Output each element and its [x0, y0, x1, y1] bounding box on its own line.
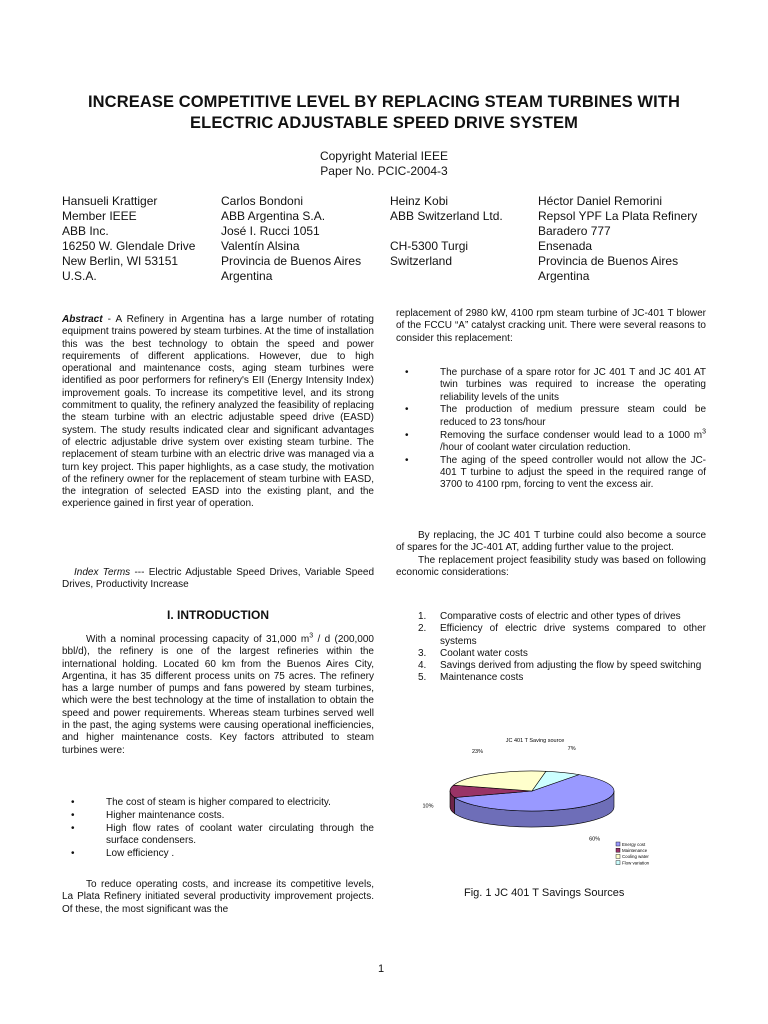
pie-value-label: 10%	[422, 803, 434, 810]
chart-title: JC 401 T Saving source	[505, 738, 565, 744]
author-line: Ensenada	[538, 239, 593, 253]
legend-swatch	[616, 854, 620, 858]
intro-paragraph-1	[62, 634, 374, 757]
body-text: By replacing, the JC 401 T turbine could also become a source of spares for the JC-401 AT, adding further value to the project.	[396, 530, 706, 554]
title-line-2: ELECTRIC ADJUSTABLE SPEED DRIVE SYSTEM	[190, 114, 578, 132]
list-item	[396, 611, 706, 623]
author-line: José I. Rucci 1051	[221, 224, 320, 238]
pie-value-label: 23%	[471, 749, 484, 756]
list-number: 4.	[418, 660, 427, 672]
list-item-text: High flow rates of coolant water circulating through the surface condensers.	[106, 822, 374, 847]
author-2	[221, 194, 361, 284]
list-item-text: Higher maintenance costs.	[106, 809, 225, 821]
body-text: replacement of 2980 kW, 4100 rpm steam turbine of JC-401 T blower of the FCCU “A” catalyst cracking unit. There were several reasons to consider this replacement:	[396, 308, 706, 344]
copyright-block	[234, 149, 534, 179]
intro-text: With a nominal processing capacity of 31,000 m	[86, 634, 310, 645]
list-item: • Removing the surface condenser would lead to a 1000 $m^3$ /hour of coolant water circulation reduction.	[405, 428, 706, 453]
author-line: Repsol YPF La Plata Refinery	[538, 209, 698, 223]
author-line: Baradero 777	[538, 224, 611, 238]
superscript: 3	[702, 428, 706, 436]
list-item	[396, 672, 706, 684]
index-terms-text: --- Electric Adjustable Speed Drives, Variable Speed Drives, Productivity Increase	[62, 567, 375, 591]
author-line: Member IEEE	[62, 209, 137, 223]
author-1	[62, 194, 195, 284]
author-line: ABB Argentina S.A.	[221, 209, 326, 223]
author-line: 16250 W. Glendale Drive	[62, 239, 196, 253]
abstract-text: - A Refinery in Argentina has a large number of rotating equipment trains powered by steam turbines. At the time of installation this was the best technology to obtain the speed and power requirements of different applications. However, due to high operational and maintenance costs, aging steam turbines were identified as poor performers for refinery's EII (Energy Intensity Index) improvement goals. To increase its competitive level, and its strong commitment to quality, the refinery analyzed the feasibility of replacing the steam turbine with an electric adjustable speed drive (EASD) system. The study results indicated clear and significant advantages of electric adjustable drive system over existing steam turbine. The replacement of steam turbine with an electric drive was managed via a turn key project. This paper highlights, as a case study, the motivation of the refinery owner for the replacement of steam turbine with EASD, the integration of selected EASD into the existing plant, and the experience gained in first year of operation.	[62, 314, 374, 510]
list-item: • The purchase of a spare rotor for JC 401 T and JC 401 AT twin turbines was required to increase the operating reliability levels of the units	[405, 367, 706, 403]
author-line: Argentina	[538, 269, 590, 283]
author-line: ABB Switzerland Ltd.	[390, 209, 503, 223]
author-line: Hansueli Krattiger	[62, 194, 158, 208]
list-item-text: Maintenance costs	[440, 672, 524, 684]
list-item: • The aging of the speed controller would not allow the JC-401 T turbine to adjust the speed in the required range of 3700 to 4100 rpm, forcing to vent the excess air.	[405, 454, 706, 491]
list-item: • Higher maintenance costs.	[71, 809, 225, 821]
list-number: 2.	[418, 623, 427, 635]
body-text: The replacement project feasibility study was based on following economic considerations:	[396, 554, 706, 578]
list-number: 3.	[418, 647, 427, 659]
copyright-line: Copyright Material IEEE	[319, 149, 449, 163]
list-item-text: Removing the surface condenser would lead to a 1000 m	[440, 429, 703, 441]
author-line: ABB Inc.	[62, 224, 109, 238]
author-line: CH-5300 Turgi	[390, 239, 469, 253]
author-line: Carlos Bondoni	[221, 194, 304, 208]
author-line: Argentina	[221, 269, 273, 283]
pie-value-label: 7%	[567, 746, 576, 753]
intro-text: / d (200,000 bbl/d), the refinery is one of the largest refineries within the international holding. Located 60 km from the Buenos Aires City, Argentina, it has 35 different process units on 75 acres. The refinery has a large number of pumps and fans powered by steam turbines, which were the best technology at the time of installation to obtain the speed and power requirements. Whereas steam turbines served well in the past, the aging systems were causing operational inefficiencies, and higher maintenance costs. Key factors attributed to steam turbines were:	[62, 634, 374, 756]
list-item: • The production of medium pressure steam could be reduced to 23 tons/hour	[405, 404, 706, 428]
list-item-text: The aging of the speed controller would not allow the JC-401 T turbine to adjust the speed in the required range of 3700 to 4100 rpm, forcing to vent the excess air.	[440, 454, 706, 491]
intro-paragraph-2	[62, 879, 374, 916]
superscript: 3	[309, 632, 314, 640]
author-line: Provincia de Buenos Aires	[221, 254, 362, 268]
reasons-bullet-list	[396, 367, 706, 492]
list-item-text: The production of medium pressure steam could be reduced to 23 tons/hour	[440, 404, 706, 428]
legend-swatch	[616, 861, 620, 865]
author-line: Provincia de Buenos Aires	[538, 254, 679, 268]
intro-text: To reduce operating costs, and increase its competitive levels, La Plata Refinery initiated several productivity improvement projects. Of these, the most significant was the	[62, 879, 374, 915]
intro-bullet-list	[62, 797, 374, 861]
list-number: 5.	[418, 672, 427, 684]
author-line	[390, 269, 503, 284]
list-item-text: Low efficiency .	[106, 847, 175, 859]
abstract-label: Abstract	[62, 314, 103, 325]
paper-number: Paper No. PCIC-2004-3	[320, 164, 448, 178]
list-number: 1.	[418, 611, 427, 622]
figure-caption: Fig. 1 JC 401 T Savings Sources	[464, 887, 625, 899]
page-number: 1	[378, 963, 385, 975]
legend-swatch	[616, 848, 620, 852]
list-item: • High flow rates of coolant water circulating through the surface condensers.	[71, 822, 374, 847]
section-heading-introduction: I. INTRODUCTION	[167, 608, 269, 622]
title-line-1: INCREASE COMPETITIVE LEVEL BY REPLACING STEAM TURBINES WITH	[87, 93, 680, 111]
legend-label: Cooling water	[622, 854, 649, 860]
author-4	[538, 194, 697, 284]
author-line: Heinz Kobi	[390, 194, 449, 208]
index-terms-label: Index Terms	[74, 567, 131, 578]
legend-swatch	[616, 842, 620, 846]
list-item-text: Efficiency of electric drive systems compared to other systems	[440, 623, 706, 647]
paper-title	[40, 92, 728, 134]
author-line	[390, 224, 503, 239]
list-item-text: The purchase of a spare rotor for JC 401 T and JC 401 AT twin turbines was required to increase the operating reliability levels of the units	[440, 367, 706, 403]
index-terms	[62, 567, 374, 592]
author-line: Héctor Daniel Remorini	[538, 194, 663, 208]
author-line: New Berlin, WI 53151	[62, 254, 179, 268]
savings-pie-chart	[420, 733, 720, 883]
list-item-text: The cost of steam is higher compared to electricity.	[106, 797, 331, 808]
right-paragraph-1	[396, 308, 706, 345]
author-line: Valentín Alsina	[221, 239, 300, 253]
legend-label: Energy cost	[622, 841, 646, 847]
list-item-text: /hour of coolant water circulation reduction.	[440, 441, 631, 453]
list-item: • Low efficiency .	[71, 847, 175, 859]
list-item: • The cost of steam is higher compared to electricity.	[71, 797, 331, 808]
author-3	[390, 194, 503, 284]
list-item-text: Savings derived from adjusting the flow by speed switching	[440, 660, 702, 672]
pie-value-label: 60%	[589, 836, 601, 843]
abstract	[62, 314, 374, 511]
considerations-numbered-list	[396, 611, 706, 685]
list-item	[396, 623, 706, 648]
list-item-text: Comparative costs of electric and other types of drives	[440, 611, 681, 622]
author-line: Switzerland	[390, 254, 453, 268]
list-item	[396, 648, 706, 660]
right-paragraph-2	[396, 530, 706, 579]
legend-label: Maintenance	[622, 848, 648, 853]
list-item	[396, 660, 706, 672]
list-item-text: Coolant water costs	[440, 647, 528, 659]
legend-label: Flow variation	[622, 860, 650, 866]
author-line: U.S.A.	[62, 269, 97, 283]
